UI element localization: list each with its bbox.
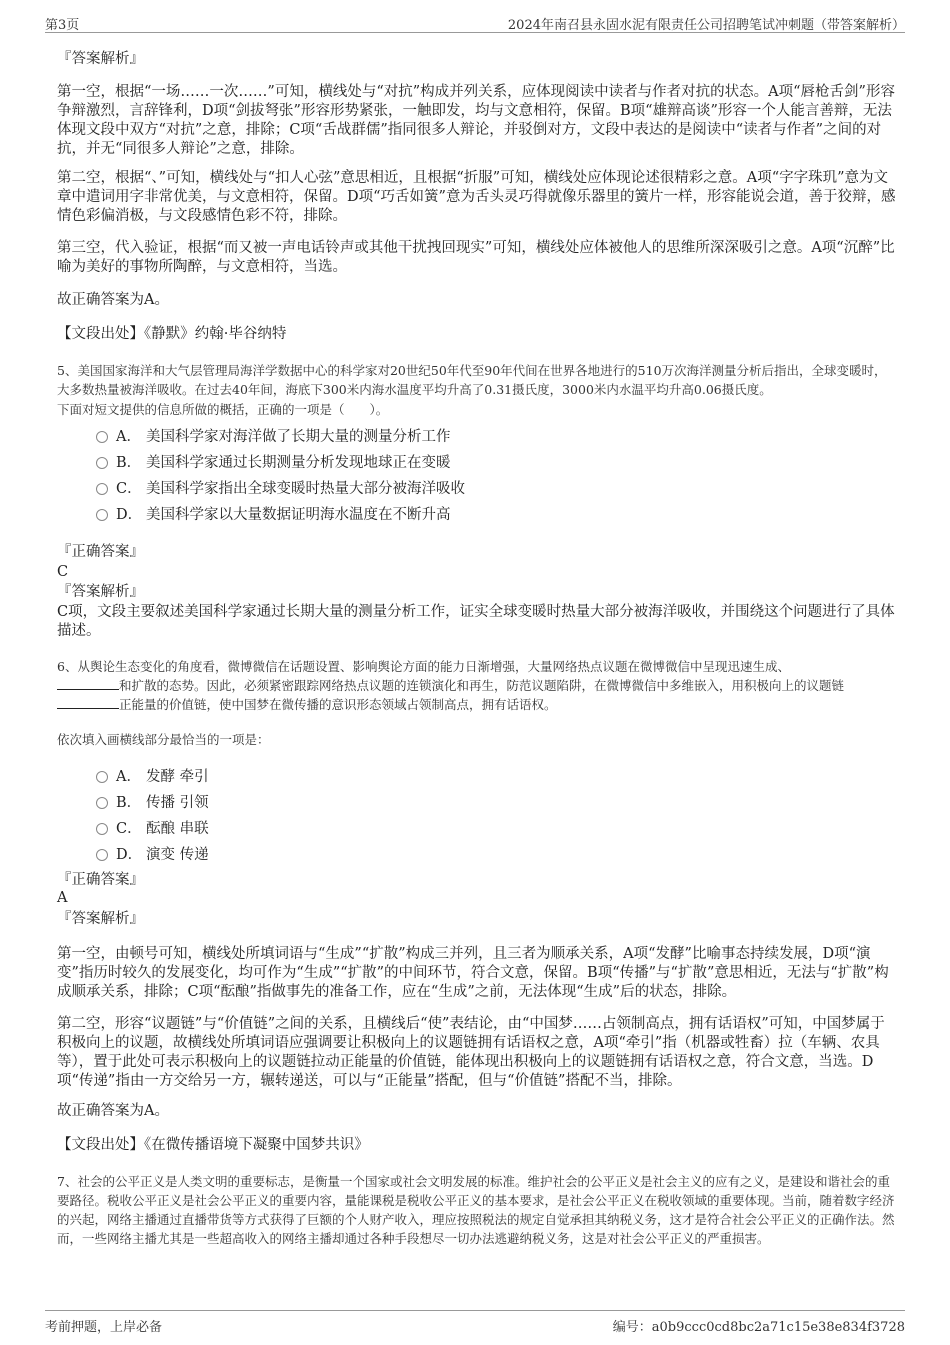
q5-answer: C — [57, 564, 69, 580]
radio-icon[interactable] — [96, 431, 108, 443]
radio-icon[interactable] — [96, 483, 108, 495]
q6-option-b[interactable]: B． 传播 引领 — [96, 791, 209, 811]
q4-analysis-para1: 第一空，根据“一场……一次……”可知，横线处与“对抗”构成并列关系，应体现阅读中读者与作者对抗的状态。A项“唇枪舌剑”形容争辩激烈，言辞锋利，D项“剑拔弩张”形容形势紧张，一触即发，均与文意相符，保留。B项“雄辩高谈”形容一个人能言善辩，无法体现文段中双方“对抗”之意，排除；C项“舌战群儒”指同很多人辩论，并驳倒对方，文段中表达的是阅读中“读者与作者”之间的对抗，并无“同很多人辩论”之意，排除。 — [57, 84, 895, 157]
footer-slogan: 考前押题，上岸必备 — [45, 1320, 163, 1335]
q6-option-c[interactable]: C． 酝酿 串联 — [96, 817, 209, 837]
q5-option-d[interactable]: D． 美国科学家以大量数据证明海水温度在不断升高 — [96, 503, 451, 523]
radio-icon[interactable] — [96, 771, 108, 783]
document-code: 编号：a0b9ccc0cd8bc2a71c15e38e834f3728 — [612, 1320, 905, 1335]
q5-option-a[interactable]: A． 美国科学家对海洋做了长期大量的测量分析工作 — [96, 425, 451, 445]
q6-option-d[interactable]: D． 演变 传递 — [96, 843, 209, 863]
q4-analysis-para2: 第二空，根据“、”可知，横线处与“扣人心弦”意思相近，且根据“折服”可知，横线处应体现论述很精彩之意。A项“字字珠玑”意为文章中遣词用字非常优美，与文意相符，保留。D项“巧舌如簧”意为舌头灵巧得就像乐器里的簧片一样，形容能说会道，善于狡辩，感情色彩偏消极，与文段感情色彩不符，排除。 — [57, 170, 896, 224]
q5-analysis-label: 『答案解析』 — [57, 584, 144, 600]
fill-blank-2 — [57, 696, 119, 709]
q5-option-c[interactable]: C． 美国科学家指出全球变暖时热量大部分被海洋吸收 — [96, 477, 465, 497]
page-number: 第3页 — [45, 18, 80, 33]
document-title: 2024年南召县永固水泥有限责任公司招聘笔试冲刺题（带答案解析） — [507, 18, 905, 33]
q6-option-a[interactable]: A． 发酵 牵引 — [96, 765, 209, 785]
radio-icon[interactable] — [96, 509, 108, 521]
q6-conclusion: 故正确答案为A。 — [57, 1103, 169, 1119]
q6-analysis-para2: 第二空，形容“议题链”与“价值链”之间的关系，且横线后“使”表结论，由“中国梦……占领制高点，拥有话语权”可知，中国梦属于积极向上的议题，故横线处所填词语应强调要让积极向上的议题链拥有话语权之意，A项“牵引”指（机器或牲畜）拉（车辆、农具等），置于此处可表示积极向上的议题链拉动正能量的价值链，能体现出积极向上的议题链拥有话语权之意，符合文意，当选。D项“传递”指由一方交给另一方，辗转递送，可以与“正能量”搭配，但与“价值链”搭配不当，排除。 — [57, 1016, 885, 1089]
q6-answer-label: 『正确答案』 — [57, 872, 144, 888]
q6-stem: 6、从舆论生态变化的角度看，微博微信在话题设置、影响舆论方面的能力日渐增强，大量网络热点议题在微博微信中呈现迅速生成、 和扩散的态势。因此，必须紧密跟踪网络热点议题的连锁演化和再生，防范议题陷阱，在微博微信中多维嵌入，用积极向上的议题链 正能量的价值链，使中国梦在微传播的意识形态领域占领制高点，拥有话语权。 — [57, 659, 845, 712]
q6-analysis-para1: 第一空，由顿号可知，横线处所填词语与“生成”“扩散”构成三并列，且三者为顺承关系，A项“发酵”比喻事态持续发展，D项“演变”指历时较久的发展变化，均可作为“生成”“扩散”的中间环节，符合文意，保留。B项“传播”与“扩散”意思相近，无法与“扩散”构成顺承关系，排除；C项“酝酿”指做事先的准备工作，应在“生成”之前，无法体现“生成”后的状态，排除。 — [57, 946, 889, 1000]
q4-conclusion: 故正确答案为A。 — [57, 292, 169, 308]
q5-stem: 5、美国国家海洋和大气层管理局海洋学数据中心的科学家对20世纪50年代至90年代间在世界各地进行的510万次海洋测量分析后指出，全球变暖时，大多数热量被海洋吸收。在过去40年间，海底下300米内海水温度平均升高了0.31摄氏度，3000米内水温平均升高0.06摄氏度。 — [57, 363, 887, 397]
q4-analysis-para3: 第三空，代入验证，根据“而又被一声电话铃声或其他干扰拽回现实”可知，横线处应体被他人的思维所深深吸引之意。A项“沉醉”比喻为美好的事物所陶醉，与文意相符，当选。 — [57, 240, 895, 275]
q6-source: 【文段出处】《在微传播语境下凝聚中国梦共识》 — [57, 1137, 369, 1153]
q6-analysis-label: 『答案解析』 — [57, 911, 144, 927]
q5-analysis: C项，文段主要叙述美国科学家通过长期大量的测量分析工作，证实全球变暖时热量大部分被海洋吸收，并围绕这个问题进行了具体描述。 — [57, 604, 895, 639]
q6-answer: A — [57, 890, 68, 906]
q7-stem: 7、社会的公平正义是人类文明的重要标志，是衡量一个国家或社会文明发展的标准。维护社会的公平正义是社会主义的应有之义，是建设和谐社会的重要路径。税收公平正义是社会公平正义的重要内容，量能课税是税收公平正义的基本要求，是社会公平正义在税收领域的重要体现。当前，随着数字经济的兴起，网络主播通过直播带货等方式获得了巨额的个人财产收入，理应按照税法的规定自觉承担其纳税义务，这才是符合社会公平正义的正确作法。然而，一些网络主播尤其是一些超高收入的网络主播却通过各种手段想尽一切办法逃避纳税义务，这是对社会公平正义的严重损害。 — [57, 1174, 895, 1246]
q5-option-b[interactable]: B． 美国科学家通过长期测量分析发现地球正在变暖 — [96, 451, 451, 471]
radio-icon[interactable] — [96, 797, 108, 809]
q5-answer-label: 『正确答案』 — [57, 544, 144, 560]
radio-icon[interactable] — [96, 823, 108, 835]
page-header — [45, 8, 905, 33]
q4-analysis-label: 『答案解析』 — [57, 51, 144, 67]
radio-icon[interactable] — [96, 849, 108, 861]
page-footer — [45, 1310, 905, 1337]
q4-source: 【文段出处】《静默》约翰·毕谷纳特 — [57, 326, 287, 342]
fill-blank-1 — [57, 677, 119, 690]
q6-prompt: 依次填入画横线部分最恰当的一项是： — [57, 732, 270, 747]
radio-icon[interactable] — [96, 457, 108, 469]
q5-prompt: 下面对短文提供的信息所做的概括，正确的一项是（ ）。 — [57, 402, 389, 417]
